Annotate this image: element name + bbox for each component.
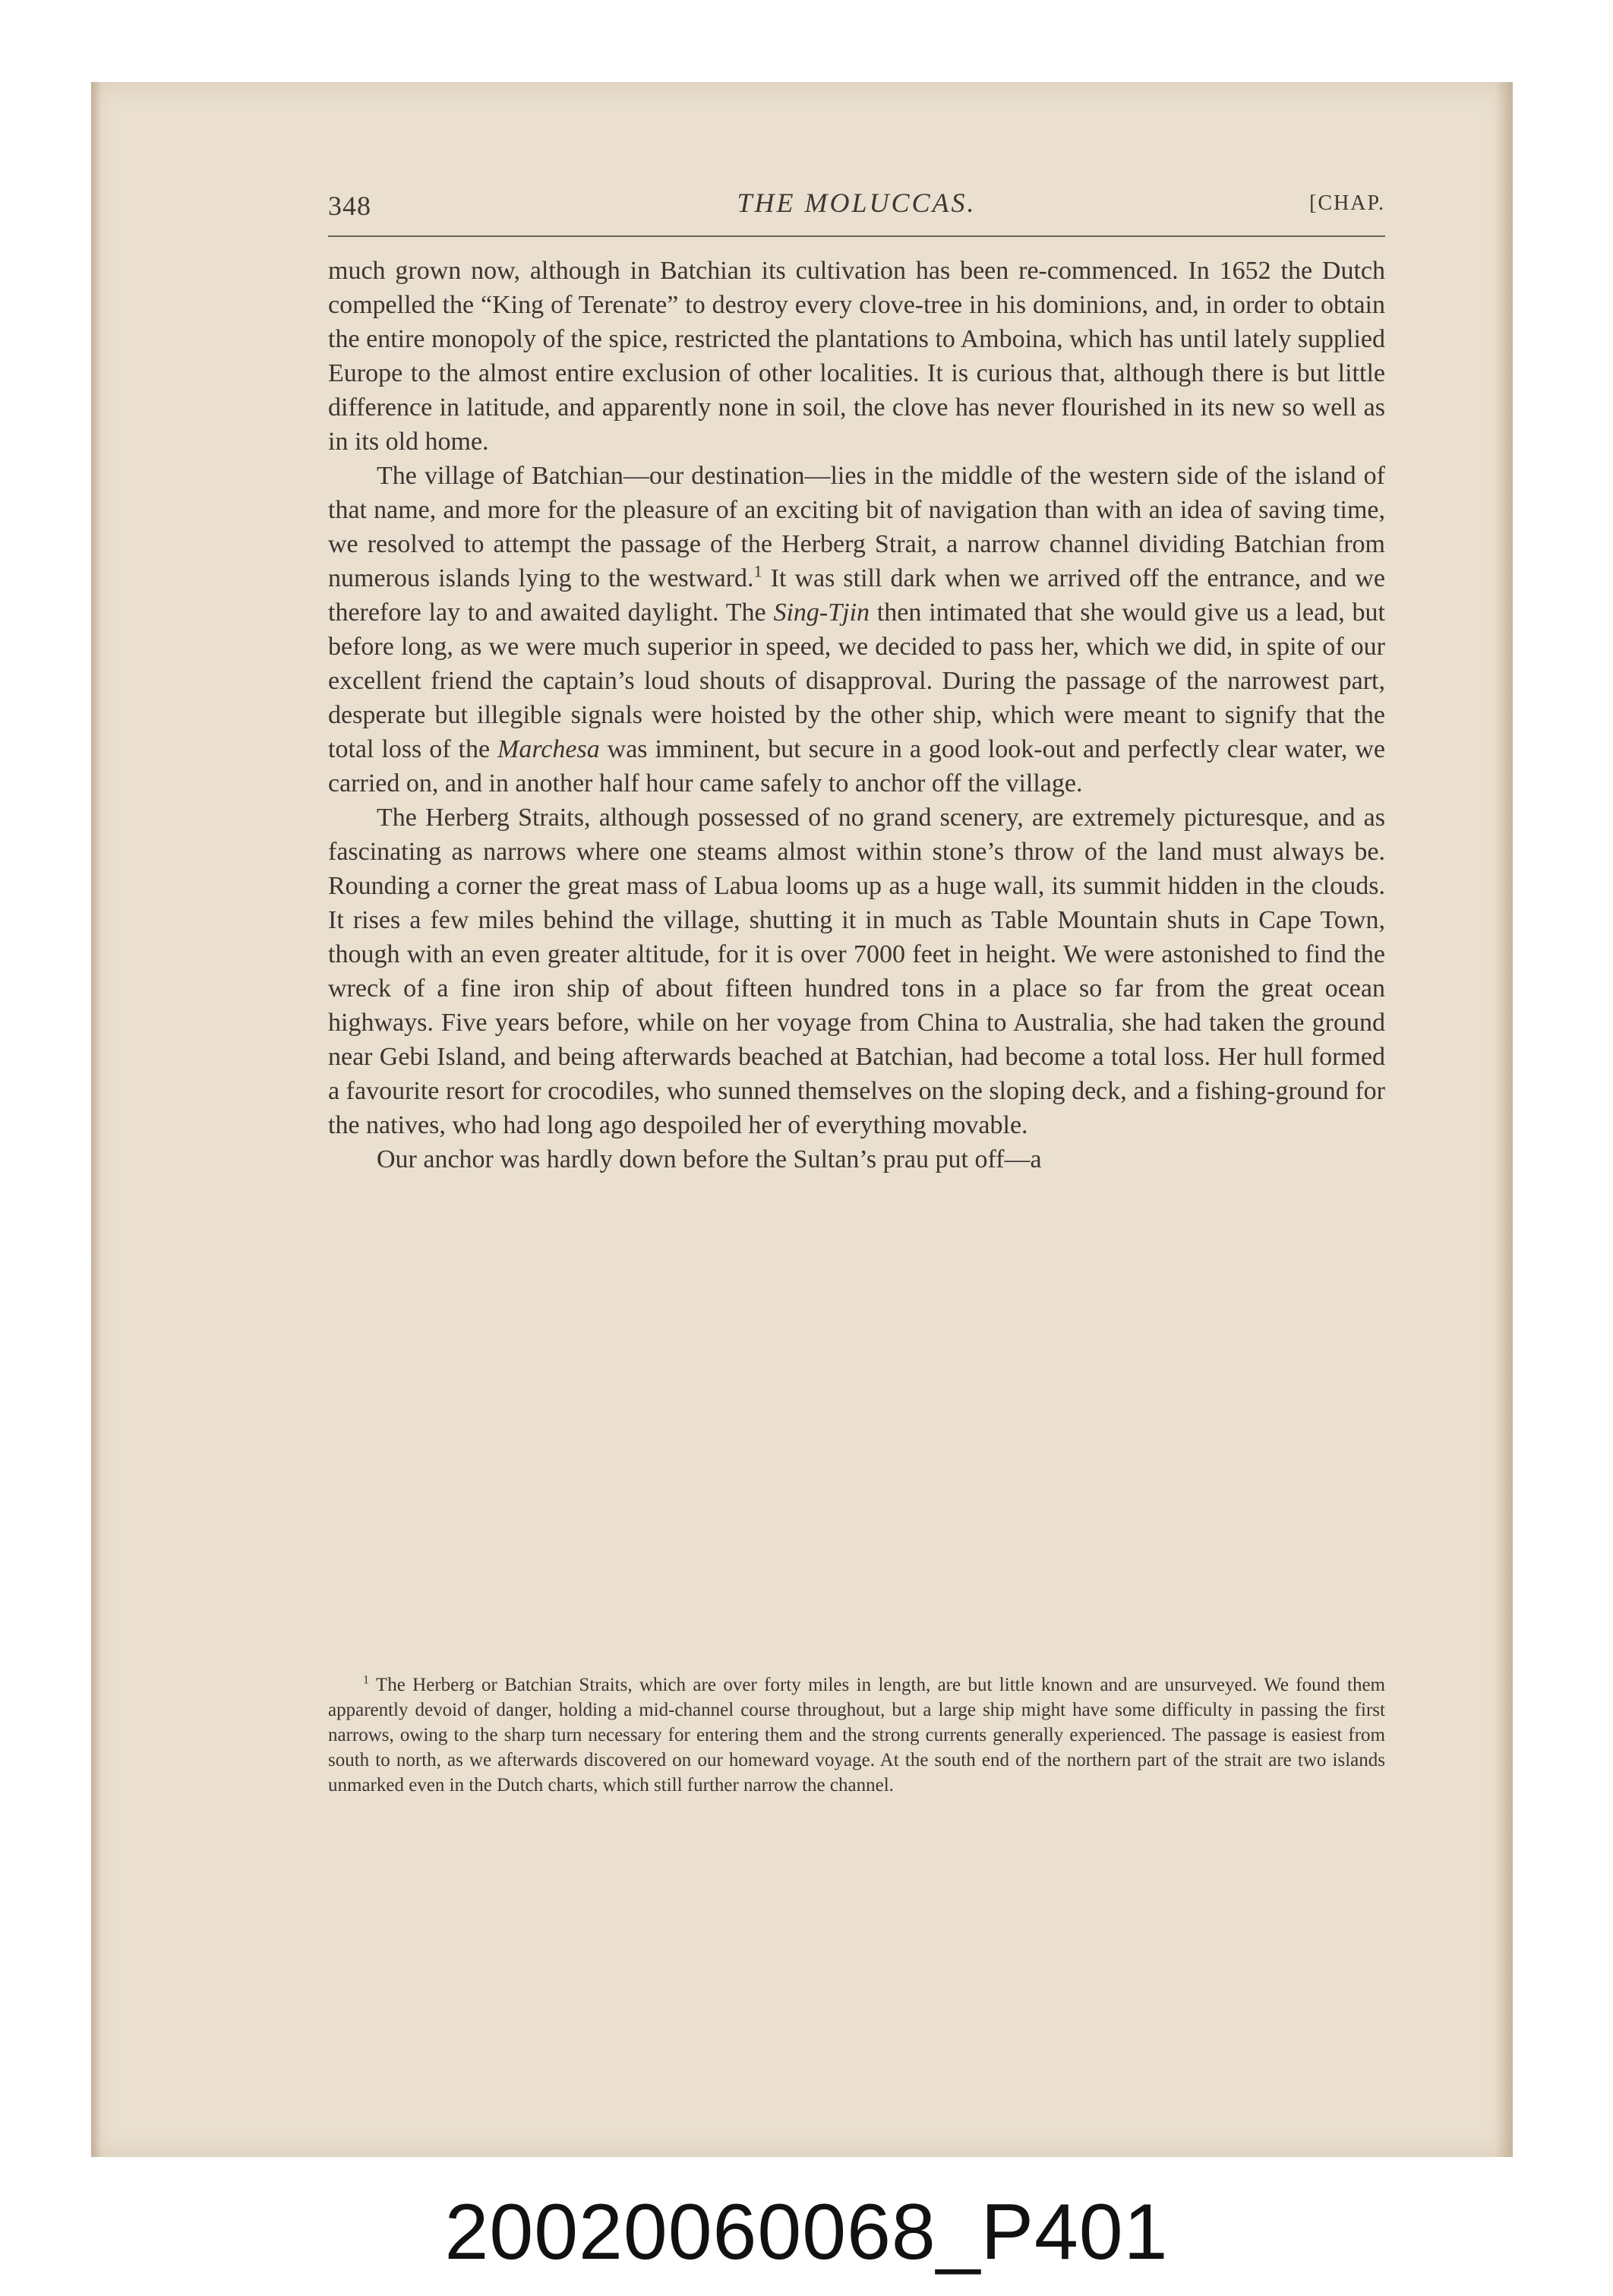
header-rule xyxy=(328,235,1385,237)
paragraph-2: The village of Batchian—our destination—lies in the middle of the western side of the island of that name, and more for the pleasure of an exciting bit of navigation than with an idea of saving time, we resolved to attempt the passage of the Herberg Strait, a narrow channel dividing Batchian from numerous islands lying to the westward.$^1$ It was still dark when we arrived off the entrance, and we therefore lay to and awaited daylight. The Sing-Tjin then intimated that she would give us a lead, but before long, as we were much superior in speed, we decided to pass her, which we did, in spite of our excellent friend the captain’s loud shouts of disapproval. During the passage of the narrowest part, desperate but illegible signals were hoisted by the other ship, which were meant to signify that the total loss of the Marchesa was imminent, but secure in a good look-out and perfectly clear water, we carried on, and in another half hour came safely to anchor off the village. xyxy=(328,462,1386,797)
page-right-edge xyxy=(1495,82,1513,2157)
running-title: THE MOLUCCAS. xyxy=(737,188,977,218)
footnote-text: The Herberg or Batchian Straits, which are over forty miles in length, are but little known and are unsurveyed. We found them apparently devoid of danger, holding a mid-channel course throughout, but a large ship might have some difficulty in passing the first narrows, owing to the sharp turn necessary for entering them and the strong currents generally experienced. The passage is easiest from south to north, as we afterwards discovered on our homeward voyage. At the south end of the northern part of the strait are two islands unmarked even in the Dutch charts, which still further narrow the channel. xyxy=(328,1675,1385,1795)
body-text xyxy=(328,254,1385,1176)
footnote xyxy=(328,1672,1385,1798)
chapter-marker: [CHAP. xyxy=(1309,191,1385,215)
footnote-reference: 1 xyxy=(753,561,762,581)
paragraph-4: Our anchor was hardly down before the Sultan’s prau put off—a xyxy=(377,1145,1042,1173)
page-number: 348 xyxy=(328,191,371,221)
ship-name-sing-tjin: Sing-Tjin xyxy=(773,598,870,627)
ship-name-marchesa: Marchesa xyxy=(497,735,600,763)
paragraph-3: The Herberg Straits, although possessed of no grand scenery, are extremely picturesque, and as fascinating as narrows where one steams almost within stone’s throw of the land must always be. Rounding a corner the great mass of Labua looms up as a huge wall, its summit hidden in the clouds. It rises a few miles behind the village, shutting it in much as Table Mountain shuts in Cape Town, though with an even greater altitude, for it is over 7000 feet in height. We were astonished to find the wreck of a fine iron ship of about fifteen hundred tons in a place so far from the great ocean highways. Five years before, while on her voyage from China to Australia, she had taken the ground near Gebi Island, and being afterwards beached at Batchian, had become a total loss. Her hull formed a favourite resort for crocodiles, who sunned themselves on the sloping deck, and a fishing-ground for the natives, who had long ago despoiled her of everything movable. xyxy=(328,804,1385,1139)
paragraph-1: much grown now, although in Batchian its cultivation has been re-commenced. In 1652 the Dutch compelled the “King of Terenate” to destroy every clove-tree in his dominions, and, in order to obtain the entire monopoly of the spice, restricted the plantations to Amboina, which has until lately supplied Europe to the almost entire exclusion of other localities. It is curious that, although there is but little difference in latitude, and apparently none in soil, the clove has never flourished in its new so well as in its old home. xyxy=(328,257,1385,456)
page-header xyxy=(328,182,1385,228)
image-id-caption: 20020060068_P401 xyxy=(444,2188,1169,2276)
footnote-marker: 1 xyxy=(363,1673,369,1687)
page-left-edge xyxy=(91,82,102,2157)
